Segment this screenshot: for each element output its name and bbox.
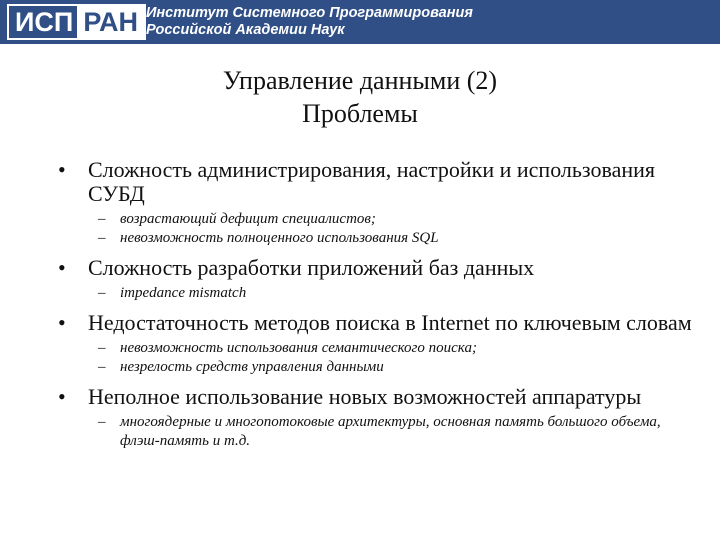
- isp-ran-logo: [7, 4, 146, 40]
- sub-item: [98, 339, 698, 358]
- sub-item: [98, 284, 698, 303]
- bullet-icon: •: [58, 255, 66, 280]
- bullet-item: [58, 311, 698, 377]
- dash-icon: –: [98, 414, 106, 430]
- bullet-text: Сложность разработки приложений баз данных: [88, 255, 535, 280]
- organization-name: [146, 5, 473, 39]
- sub-item-text: impedance mismatch: [120, 285, 247, 301]
- slide-title: [0, 64, 720, 130]
- sub-item-text: возрастающий дефицит специалистов;: [120, 211, 376, 227]
- sub-list: [98, 413, 698, 451]
- logo-right-text: РАН: [77, 6, 144, 38]
- sub-item: [98, 210, 698, 229]
- slide-title-line-1: Управление данными (2): [222, 66, 498, 95]
- org-line-2: Российской Академии Наук: [146, 22, 345, 38]
- sub-list: [98, 284, 698, 303]
- bullet-item: [58, 385, 698, 451]
- dash-icon: –: [98, 211, 106, 227]
- dash-icon: –: [98, 230, 106, 246]
- dash-icon: –: [98, 359, 106, 375]
- sub-item: [98, 413, 698, 451]
- bullet-icon: •: [58, 310, 66, 335]
- sub-item: [98, 229, 698, 248]
- bullet-icon: •: [58, 157, 66, 182]
- logo-left-text: ИСП: [15, 6, 74, 37]
- bullet-text: Неполное использование новых возможностей аппаратуры: [88, 384, 642, 409]
- sub-item-text: незрелость средств управления данными: [120, 359, 384, 375]
- sub-item-text: многоядерные и многопотоковые архитектуры, основная память большого объема, флэш-память и т.д.: [120, 414, 661, 449]
- sub-item: [98, 358, 698, 377]
- bullet-text: Сложность администрирования, настройки и использования СУБД: [88, 157, 656, 206]
- dash-icon: –: [98, 285, 106, 301]
- bullet-text: Недостаточность методов поиска в Internet по ключевым словам: [88, 310, 692, 335]
- bullet-item: [58, 158, 698, 248]
- sub-list: [98, 210, 698, 248]
- org-line-1: Институт Системного Программирования: [146, 5, 473, 21]
- sub-item-text: невозможность использования семантического поиска;: [120, 340, 477, 356]
- bullet-list: [58, 158, 698, 451]
- sub-item-text: невозможность полноценного использования SQL: [120, 230, 439, 246]
- header-bar: [0, 0, 720, 44]
- sub-list: [98, 339, 698, 377]
- dash-icon: –: [98, 340, 106, 356]
- slide-title-line-2: Проблемы: [302, 99, 418, 128]
- bullet-item: [58, 256, 698, 303]
- bullet-icon: •: [58, 384, 66, 409]
